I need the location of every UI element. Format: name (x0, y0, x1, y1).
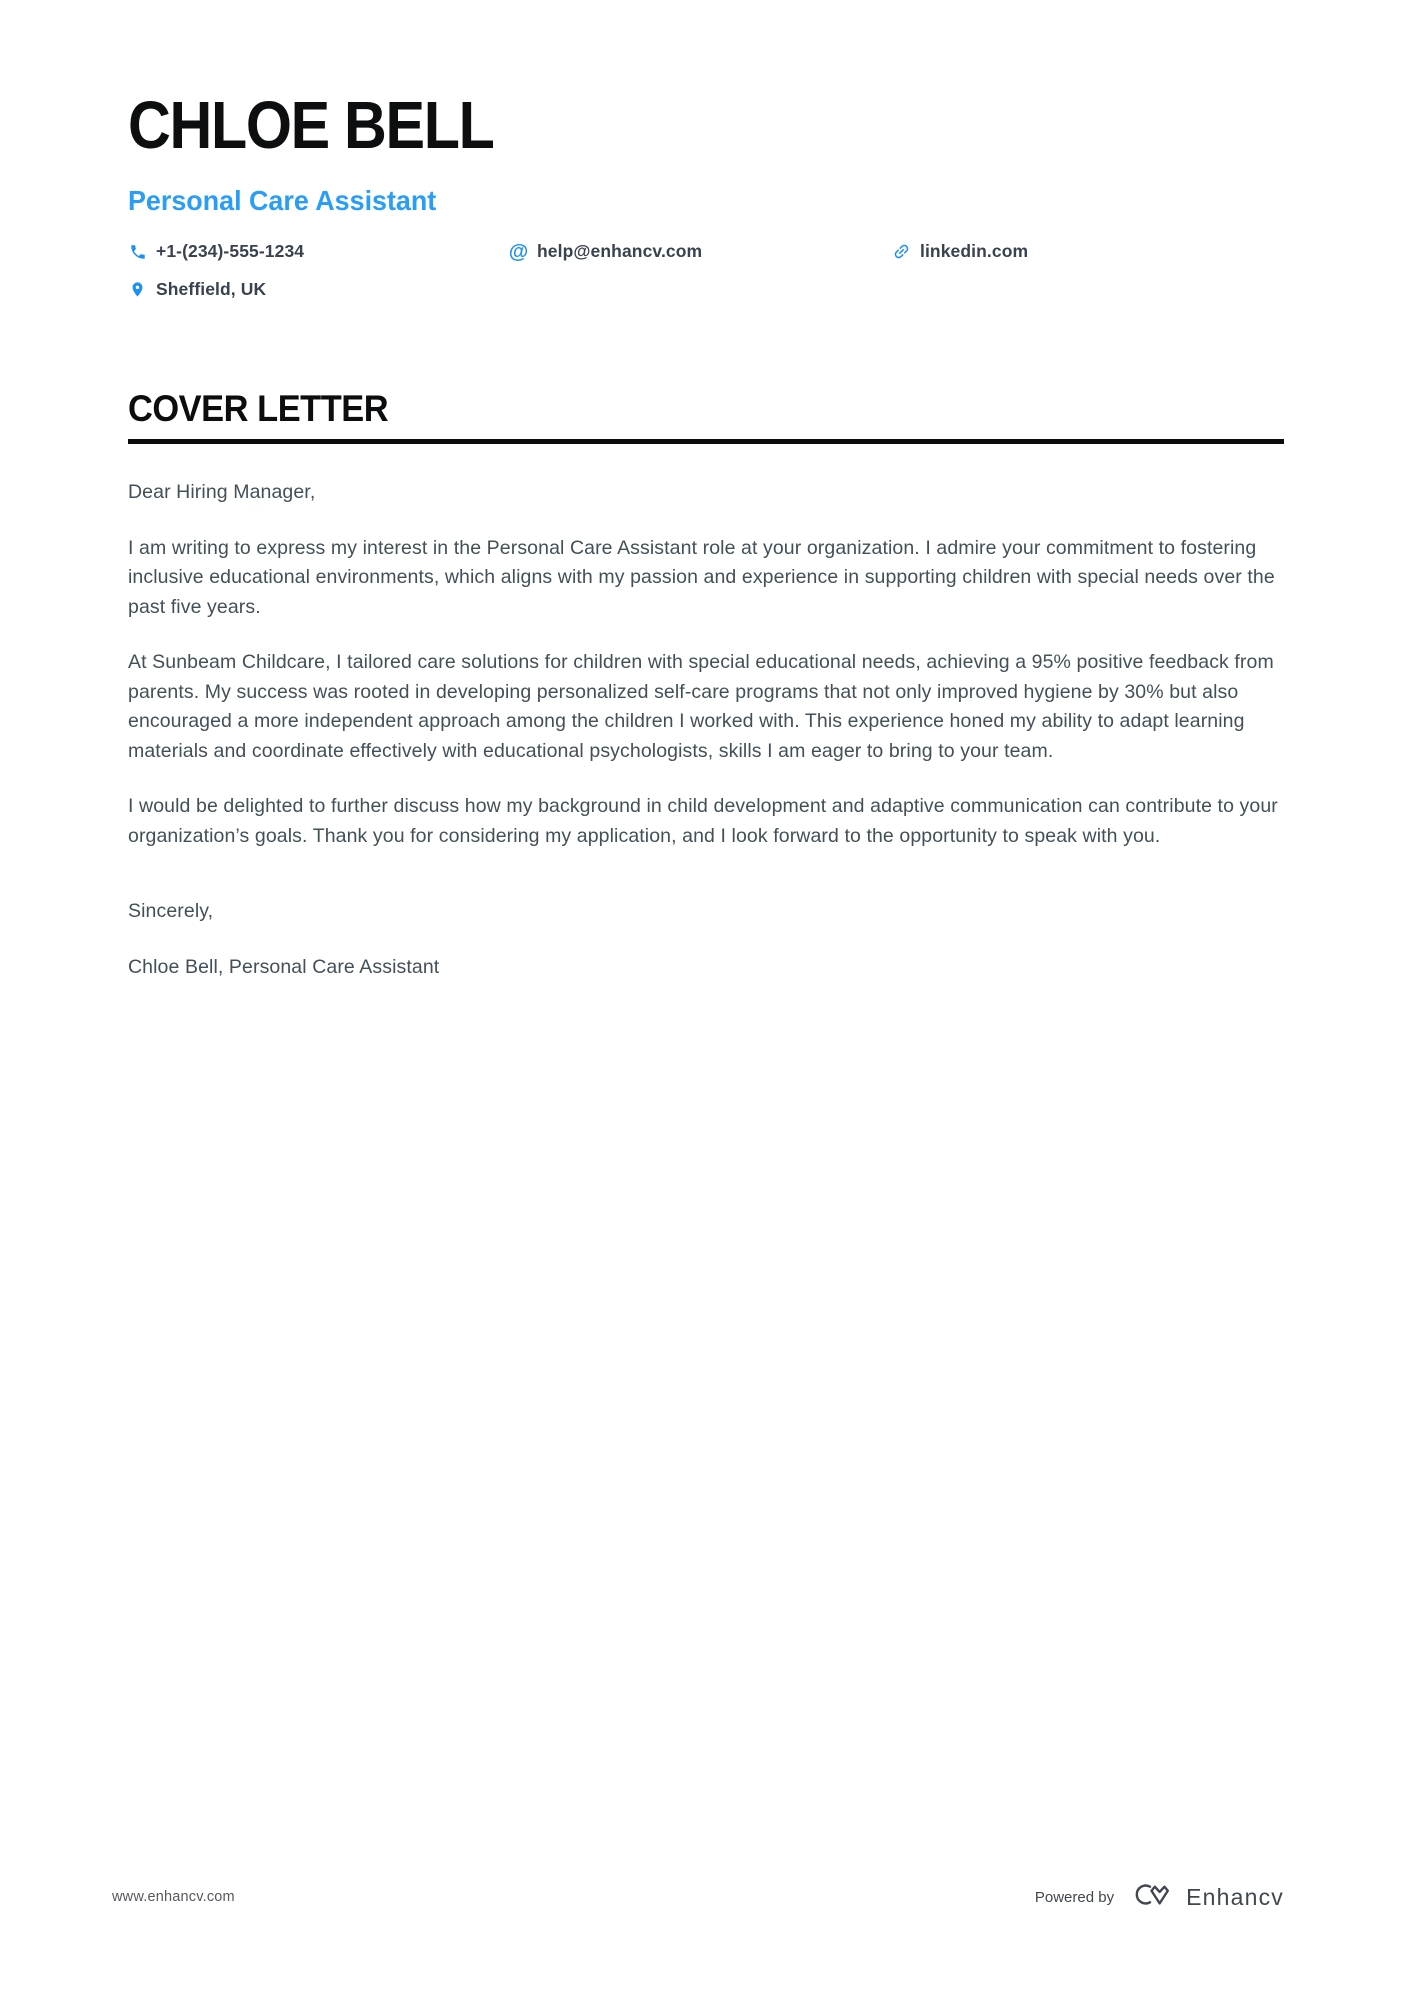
job-title: Personal Care Assistant (128, 185, 437, 216)
phone-icon (128, 243, 147, 261)
contact-email[interactable] (509, 241, 892, 262)
contact-phone (128, 241, 509, 262)
closing: Sincerely, (128, 900, 214, 922)
powered-by (1035, 1879, 1284, 1915)
section-title: COVER LETTER (128, 388, 389, 429)
location-text: Sheffield, UK (156, 279, 267, 299)
greeting: Dear Hiring Manager, (128, 481, 316, 503)
resume-header (128, 88, 1284, 300)
paragraph-3: I would be delighted to further discuss how my background in child development and adaptive communication can contribute to your organization’s goals. Thank you for considering my application, and I look forward to the opportunity to speak with you. (128, 795, 1278, 847)
enhancv-logo-icon (1127, 1879, 1173, 1915)
at-icon: @ (508, 240, 529, 263)
section-divider (128, 439, 1284, 444)
contact-link[interactable] (892, 241, 1284, 262)
contact-info (128, 241, 1284, 300)
signature: Chloe Bell, Personal Care Assistant (128, 955, 440, 978)
powered-by-label: Powered by (1034, 1888, 1115, 1906)
page (0, 0, 1410, 982)
paragraph-2: At Sunbeam Childcare, I tailored care solutions for children with special educational needs, achieving a 95% positive feedback from parents. My success was rooted in developing personalized self-care programs that not only improved hygiene by 30% but also encouraged a more independent approach among the children I worked with. This experience honed my ability to adapt learning materials and coordinate effectively with educational psychologists, skills I am eager to bring to your team. (128, 651, 1274, 762)
cover-letter-section (128, 388, 1284, 982)
page-footer (0, 1879, 1410, 1915)
person-name: CHLOE BELL (128, 88, 494, 163)
enhancv-wordmark: Enhancv (1186, 1883, 1284, 1910)
location-pin-icon (128, 281, 147, 298)
contact-location (128, 279, 509, 300)
email-address[interactable]: help@enhancv.com (537, 241, 703, 261)
phone-number: +1-(234)-555-1234 (156, 241, 305, 261)
linkedin-url[interactable]: linkedin.com (920, 241, 1029, 261)
link-icon (892, 242, 911, 261)
letter-body (128, 478, 1284, 982)
paragraph-1: I am writing to express my interest in the Personal Care Assistant role at your organization. I admire your commitment to fostering inclusive educational environments, which aligns with my passion and experience in supporting children with special needs over the past five years. (128, 536, 1275, 618)
website-link[interactable]: www.enhancv.com (112, 1889, 235, 1905)
